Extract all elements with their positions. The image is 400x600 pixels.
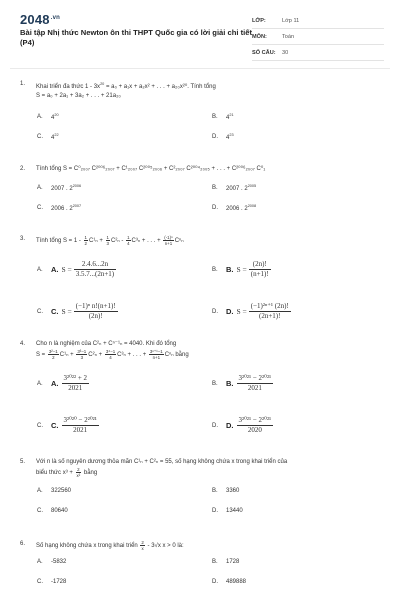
fraction-numerator: 3²⁰²¹ − 2²⁰²¹ <box>238 416 272 425</box>
option-sup: 2005 <box>247 184 257 188</box>
question-text-part: Cⁿₙ bằng <box>164 352 189 359</box>
option-a[interactable] <box>37 374 89 393</box>
option-fraction <box>62 374 90 393</box>
option-value <box>226 113 234 121</box>
option-letter: B. <box>212 488 218 495</box>
option-fraction <box>249 260 271 279</box>
question-1 <box>20 80 380 149</box>
question-text-part: C²ₙ + <box>88 352 104 359</box>
question-number: 6. <box>20 541 26 547</box>
fraction-numerator: 2 <box>141 540 144 545</box>
option-letter: D. <box>212 422 218 429</box>
question-text-part: Khai triển đa thức 1 - 3x <box>36 84 101 90</box>
fraction-numerator: 3³−1 <box>77 349 87 354</box>
question-text-part: bằng <box>82 470 98 477</box>
fraction-denominator: n+1 <box>164 241 173 246</box>
meta-key: LỚP: <box>252 17 266 24</box>
option-letter: D. <box>212 308 218 315</box>
option-d[interactable] <box>212 579 246 585</box>
option-bold-letter: C. <box>51 307 59 317</box>
option-base: 2006 . 2 <box>226 206 248 212</box>
question-text <box>36 340 380 360</box>
option-fraction <box>74 302 118 321</box>
option-value: 1728 <box>226 559 240 566</box>
option-value: 489888 <box>226 579 247 586</box>
meta-table <box>252 13 384 61</box>
fraction-denominator: (2n+1)! <box>259 312 281 321</box>
option-letter: C. <box>37 422 43 429</box>
question-text <box>36 80 380 101</box>
question-text-part: C²ₙ - <box>111 238 126 245</box>
option-base: 4 <box>226 115 230 121</box>
meta-row-grade <box>252 13 384 29</box>
meta-row-subject <box>252 29 384 45</box>
fraction-numerator: (−1)²ⁿ⁺¹ (2n)! <box>250 302 289 311</box>
fraction-denominator: 3 <box>80 355 84 360</box>
fraction-numerator: 3⁴−1 <box>105 349 116 354</box>
option-a[interactable] <box>37 559 66 565</box>
meta-row-count <box>252 45 384 61</box>
option-letter: B. <box>212 559 218 566</box>
question-text-part: Tính tổng S = 1 - <box>36 238 83 245</box>
document-title: Bài tập Nhị thức Newton ôn thi THPT Quốc gia có lời giải chi tiết (P4) <box>20 28 252 47</box>
option-b[interactable] <box>212 260 271 279</box>
option-b[interactable] <box>212 184 256 192</box>
fraction-denominator: 3.5.7...(2n+1) <box>75 270 115 279</box>
option-value <box>226 133 234 141</box>
fraction <box>76 349 87 360</box>
option-b[interactable] <box>212 374 273 393</box>
fraction-numerator: (2n)! <box>249 260 271 270</box>
option-letter: A. <box>37 185 43 191</box>
option-c[interactable] <box>37 204 81 212</box>
logo-text: 2048 <box>20 12 50 27</box>
fraction-numerator: 3²−1 <box>48 349 58 354</box>
option-letter: C. <box>37 579 43 586</box>
question-6 <box>20 540 380 597</box>
option-a[interactable] <box>37 260 116 279</box>
option-a[interactable] <box>37 488 71 494</box>
fraction-numerator: 1 <box>84 235 87 240</box>
option-sup: 2008 <box>247 204 257 208</box>
fraction <box>48 349 59 360</box>
fraction-numerator: 2.4.6...2n <box>74 260 116 270</box>
question-number: 5. <box>20 459 26 465</box>
option-value: 80640 <box>51 508 68 515</box>
fraction <box>76 467 82 478</box>
option-letter: B. <box>212 185 218 191</box>
question-text <box>36 458 380 478</box>
option-letter: B. <box>212 114 218 120</box>
fraction-denominator: 2020 <box>247 426 262 435</box>
option-letter: A. <box>37 266 43 273</box>
option-base: 2007 . 2 <box>226 186 248 192</box>
question-4 <box>20 340 380 454</box>
option-value <box>51 133 59 141</box>
option-letter: A. <box>37 488 43 495</box>
option-value <box>51 184 81 192</box>
option-d[interactable] <box>212 133 234 141</box>
question-number: 2. <box>20 166 26 172</box>
option-sup: 2006 <box>72 184 82 188</box>
fraction-denominator: 2021 <box>68 384 83 393</box>
fraction <box>140 540 144 551</box>
option-d[interactable] <box>212 204 256 212</box>
option-letter: D. <box>212 579 218 586</box>
option-bold-letter: A. <box>51 379 59 389</box>
fraction-numerator: 1 <box>127 235 130 240</box>
option-bold-letter: C. <box>51 421 59 431</box>
meta-key: SỐ CÂU: <box>252 49 276 56</box>
option-bold-letter: B. <box>226 379 234 389</box>
fraction-denominator: 2021 <box>247 384 262 393</box>
option-value: -1728 <box>51 579 67 586</box>
option-b[interactable] <box>212 113 234 121</box>
option-bold-letter: B. <box>226 265 234 275</box>
question-number: 4. <box>20 341 26 347</box>
question-text: Tính tổng S = C⁰₂₀₀₇ C²⁰⁰⁶₂₀₀₇ + C¹₂₀₀₇ C²⁰⁰⁵₂₀₀₆ + C²₂₀₀₇ C²⁰⁰⁴₂₀₀₅ + . . . + C²⁰⁰⁶₂₀₀₇ C⁰₁ <box>36 166 266 172</box>
option-sup: 23 <box>229 133 234 137</box>
option-prefix: S = <box>61 307 72 317</box>
meta-value: 30 <box>282 49 289 56</box>
option-letter: D. <box>212 134 218 140</box>
option-sup: 21 <box>229 113 234 117</box>
option-b[interactable] <box>212 559 239 565</box>
option-letter: C. <box>37 205 43 211</box>
fraction-denominator: x <box>141 546 144 551</box>
fraction-denominator: (2n)! <box>88 312 103 321</box>
option-letter: A. <box>37 114 43 120</box>
fraction-numerator: 1 <box>106 235 109 240</box>
site-logo[interactable] <box>20 12 60 27</box>
fraction <box>105 349 116 360</box>
option-prefix: S = <box>236 265 247 275</box>
logo-suffix: .vn <box>50 14 61 21</box>
option-value: 322560 <box>51 488 72 495</box>
option-value: 3360 <box>226 488 240 495</box>
option-value <box>51 204 81 212</box>
fraction <box>163 235 173 246</box>
option-c[interactable] <box>37 133 59 141</box>
fraction-numerator: (−1)ⁿ n!(n+1)! <box>75 302 116 311</box>
fraction <box>106 235 110 246</box>
question-text-part: Cho n là nghiệm của C²ₙ + Cⁿ⁻¹ₙ = 4040. Khi đó tổng <box>36 341 177 347</box>
question-text-part: S = a₀ + 2a₁ + 3a₂ + . . . + 21a₂₀ <box>36 93 121 99</box>
question-text-part: - 3√x x > 0 là: <box>145 543 184 550</box>
option-base: 4 <box>51 135 55 141</box>
option-sup: 22 <box>54 133 59 137</box>
option-d[interactable] <box>212 508 243 514</box>
fraction-denominator: 2 <box>52 355 55 360</box>
fraction-numerator: 2 <box>77 467 80 472</box>
option-fraction <box>237 374 274 393</box>
option-letter: D. <box>212 508 218 515</box>
option-sup: 20 <box>54 113 59 117</box>
fraction-denominator: 2021 <box>73 426 88 435</box>
option-letter: C. <box>37 134 43 140</box>
option-fraction <box>62 416 99 435</box>
option-c[interactable] <box>37 416 99 435</box>
question-text <box>36 235 380 246</box>
header-divider <box>10 68 390 69</box>
fraction-denominator: n+1 <box>152 355 161 360</box>
fraction-denominator: 3 <box>106 241 109 246</box>
option-value <box>226 184 256 192</box>
question-text-part: C¹ₙ + <box>59 352 76 359</box>
question-text-part: Số hạng không chứa x trong khai triển <box>36 543 140 550</box>
question-2 <box>20 165 380 222</box>
option-prefix: S = <box>236 307 247 317</box>
option-a[interactable] <box>37 184 81 192</box>
question-text-part: C³ₙ + . . . + <box>117 352 148 359</box>
option-base: 4 <box>226 135 230 141</box>
option-fraction <box>237 416 274 435</box>
meta-key: MÔN: <box>252 33 267 40</box>
question-text-part: C¹ₙ + <box>88 238 105 245</box>
option-value <box>226 204 256 212</box>
option-letter: B. <box>212 266 218 273</box>
question-text-part: = a₀ + a₁x + a₂x² + . . . + a₂₀x²⁰. Tính tổng <box>104 84 216 90</box>
fraction <box>149 349 164 360</box>
option-letter: D. <box>212 205 218 211</box>
option-c[interactable] <box>37 508 68 514</box>
option-c[interactable] <box>37 579 66 585</box>
question-5 <box>20 458 380 524</box>
option-letter: A. <box>37 559 43 566</box>
fraction-denominator: x² <box>76 473 81 478</box>
meta-value: Toán <box>282 33 295 40</box>
fraction-denominator: 4 <box>109 355 112 360</box>
option-value <box>51 113 59 121</box>
fraction-denominator: 2 <box>84 241 87 246</box>
option-bold-letter: D. <box>226 307 234 317</box>
option-letter: A. <box>37 380 43 387</box>
question-text-sup: 20 <box>100 82 105 86</box>
option-b[interactable] <box>212 488 239 494</box>
option-bold-letter: A. <box>51 265 59 275</box>
question-text <box>36 540 380 551</box>
fraction-numerator: 3²⁰²⁰ − 2²⁰²¹ <box>63 416 97 425</box>
option-d[interactable] <box>212 416 273 435</box>
option-a[interactable] <box>37 113 59 121</box>
option-d[interactable] <box>212 302 291 321</box>
option-bold-letter: D. <box>226 421 234 431</box>
option-letter: B. <box>212 380 218 387</box>
question-number: 3. <box>20 236 26 242</box>
option-base: 4 <box>51 115 55 121</box>
question-text-part: Với n là số nguyên dương thỏa mãn C¹ₙ + C²ₙ = 55, số hạng không chứa x trong khai triển của <box>36 459 288 465</box>
fraction-numerator: (-1)ⁿ <box>164 235 173 240</box>
question-text-part: Cⁿₙ <box>174 238 184 245</box>
question-text-part: biểu thức x³ + <box>36 470 75 477</box>
fraction <box>84 235 88 246</box>
question-text-part: C³ₙ + . . . + <box>131 238 163 245</box>
fraction-numerator: 3ⁿ⁺¹−1 <box>149 349 163 354</box>
fraction-denominator: (n+1)! <box>250 270 269 279</box>
option-sup: 2007 <box>72 204 82 208</box>
option-base: 2007 . 2 <box>51 186 73 192</box>
option-letter: C. <box>37 508 43 515</box>
option-value: -5832 <box>51 559 67 566</box>
fraction-numerator: 3²⁰²¹ − 2²⁰²¹ <box>238 374 272 383</box>
option-fraction <box>249 302 291 321</box>
fraction <box>126 235 130 246</box>
question-3 <box>20 235 380 344</box>
fraction-numerator: 3²⁰²² + 2 <box>63 374 88 383</box>
question-text-part: S = <box>36 352 47 359</box>
option-base: 2006 . 2 <box>51 206 73 212</box>
option-value: 13440 <box>226 508 243 515</box>
option-letter: C. <box>37 308 43 315</box>
option-c[interactable] <box>37 302 118 321</box>
option-fraction <box>74 260 116 279</box>
question-number: 1. <box>20 81 26 87</box>
fraction-denominator: 4 <box>127 241 130 246</box>
meta-value: Lớp 11 <box>282 17 300 24</box>
option-prefix: S = <box>61 265 72 275</box>
